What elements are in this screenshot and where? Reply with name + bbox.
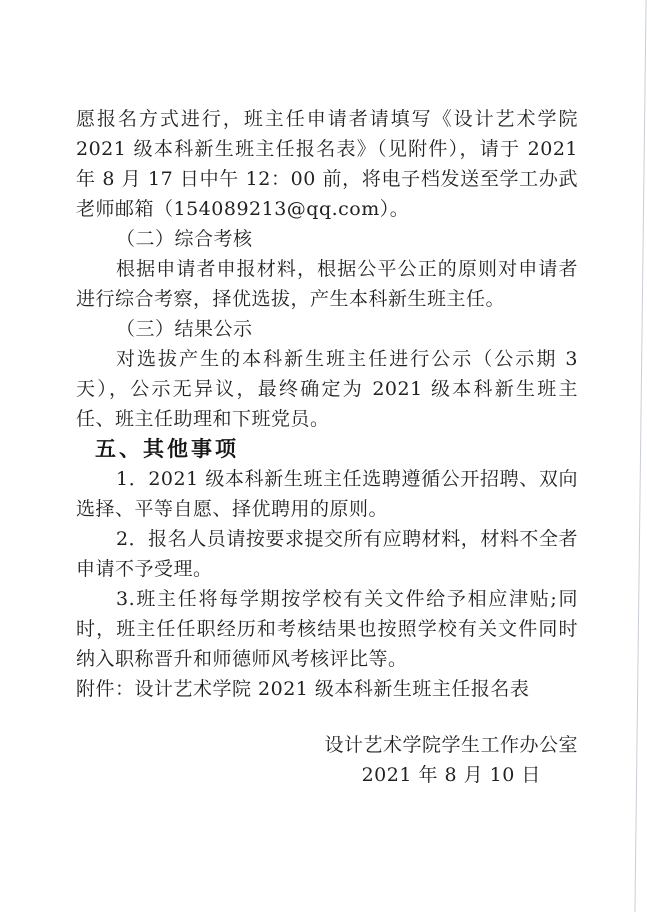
signature-block xyxy=(76,730,578,790)
signature-organization: 设计艺术学院学生工作办公室 xyxy=(324,734,578,756)
paragraph-item-2: 2．报名人员请按要求提交所有应聘材料，材料不全者申请不予受理。 xyxy=(76,528,578,580)
paragraph-publicity-detail: 对选拔产生的本科新生班主任进行公示（公示期 3 天），公示无异议，最终确定为 2021 级本科新生班主任、班主任助理和下班党员。 xyxy=(76,348,578,430)
paragraph-application-method: 愿报名方式进行，班主任申请者请填写《设计艺术学院 2021 级本科新生班主任报名表》（见附件），请于 2021 年 8 月 17 日中午 12：00 前，将电子档发送至学工办武老师邮箱（154089213@qq.com）。 xyxy=(76,108,578,220)
attachment-line: 附件：设计艺术学院 2021 级本科新生班主任报名表 xyxy=(76,678,530,700)
subsection-heading-result-publicity: （三）结果公示 xyxy=(116,318,253,340)
paragraph-item-3: 3.班主任将每学期按学校有关文件给予相应津贴;同时，班主任任职经历和考核结果也按照学校有关文件同时纳入职称晋升和师德师风考核评比等。 xyxy=(76,588,578,670)
paragraph-item-1: 1．2021 级本科新生班主任选聘遵循公开招聘、双向选择、平等自愿、择优聘用的原则。 xyxy=(76,468,578,520)
signature-inner xyxy=(324,730,578,790)
scan-edge-line xyxy=(634,0,646,912)
paragraph-assessment-detail: 根据申请者申报材料，根据公平公正的原则对申请者进行综合考察，择优选拔，产生本科新生班主任。 xyxy=(76,258,578,310)
document-content xyxy=(76,104,578,790)
subsection-heading-comprehensive-assessment: （二）综合考核 xyxy=(116,228,253,250)
section-heading-other-items: 五、其他事项 xyxy=(95,437,239,461)
signature-date: 2021 年 8 月 10 日 xyxy=(361,764,541,786)
